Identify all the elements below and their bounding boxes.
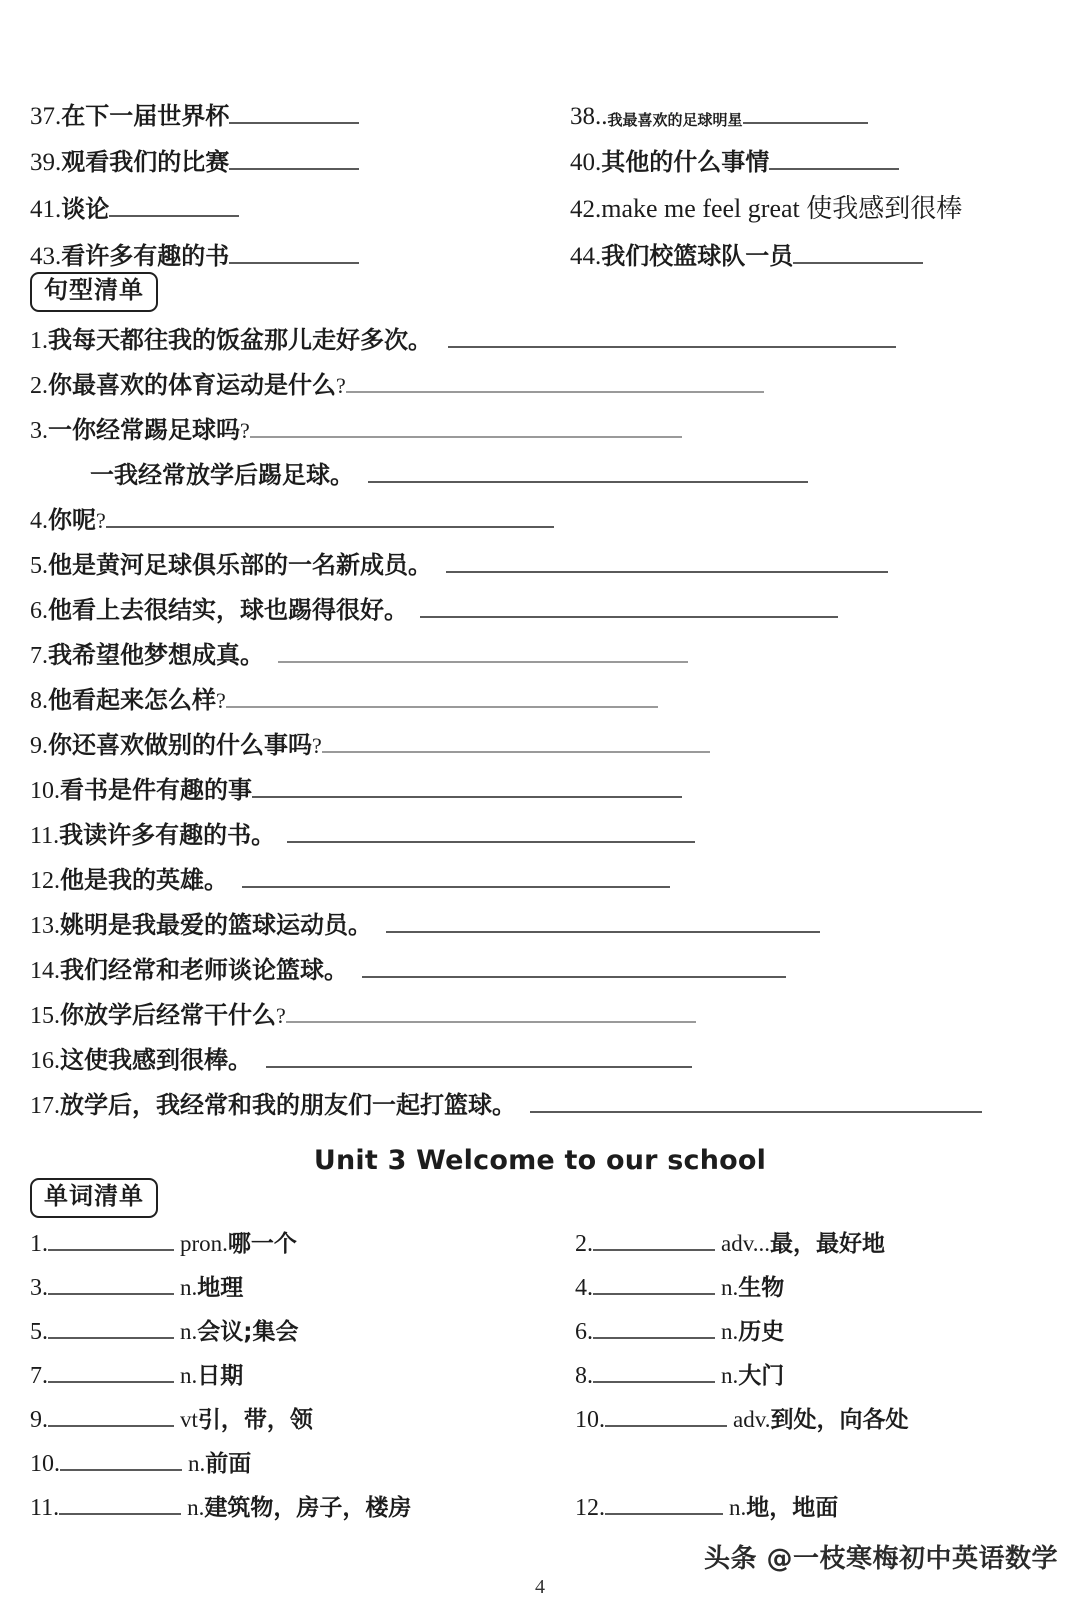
vocab-item bbox=[30, 1357, 575, 1390]
phrase-item bbox=[570, 103, 1050, 131]
vocab-definition: 到处，向各处 bbox=[770, 1407, 909, 1433]
phrase-text: 在下一届世界杯 bbox=[61, 102, 230, 130]
sentence-text: 这使我感到很棒。 bbox=[60, 1046, 252, 1074]
vocab-number: 7. bbox=[30, 1363, 48, 1389]
answer-blank[interactable] bbox=[593, 1337, 715, 1339]
phrase-row bbox=[30, 142, 1050, 177]
phrase-number: 44. bbox=[570, 243, 602, 270]
sentence-number: 14. bbox=[30, 958, 60, 984]
vocab-item bbox=[30, 1313, 575, 1346]
sentence-row bbox=[30, 860, 1060, 895]
phrase-number: 37. bbox=[30, 103, 62, 130]
sentence-text: 我读许多有趣的书。 bbox=[59, 821, 276, 849]
vocab-number: 2. bbox=[575, 1231, 593, 1257]
answer-blank[interactable] bbox=[743, 122, 868, 124]
phrase-text: 谈论 bbox=[61, 195, 110, 223]
vocab-item bbox=[575, 1313, 1050, 1346]
sentence-punctuation: ? bbox=[240, 418, 250, 443]
vocab-number: 1. bbox=[30, 1231, 48, 1257]
phrase-item bbox=[570, 142, 1050, 177]
sentence-punctuation: ? bbox=[216, 688, 226, 713]
sentence-number: 10. bbox=[30, 778, 60, 804]
phrase-item bbox=[30, 189, 570, 224]
phrase-number: 41. bbox=[30, 196, 62, 223]
vocab-part-of-speech: n. bbox=[721, 1363, 739, 1388]
sentence-number: 11. bbox=[30, 823, 60, 849]
sentence-text: 他是黄河足球俱乐部的一名新成员。 bbox=[48, 551, 432, 579]
vocab-number: 10. bbox=[575, 1407, 605, 1433]
sentence-text: 你还喜欢做别的什么事吗 bbox=[48, 731, 312, 759]
vocab-item bbox=[30, 1489, 575, 1522]
vocab-part-of-speech: n. bbox=[180, 1319, 198, 1344]
sentence-text: 放学后，我经常和我的朋友们一起打篮球。 bbox=[60, 1091, 516, 1119]
sentence-text: 你最喜欢的体育运动是什么 bbox=[48, 371, 336, 399]
answer-blank[interactable] bbox=[793, 262, 923, 264]
vocab-part-of-speech: n. bbox=[188, 1451, 206, 1476]
vocab-definition: 最，最好地 bbox=[769, 1231, 885, 1257]
answer-blank[interactable] bbox=[229, 262, 359, 264]
phrase-row bbox=[30, 236, 1050, 271]
answer-blank[interactable] bbox=[593, 1249, 715, 1251]
sentence-row bbox=[30, 635, 1060, 670]
sentence-text: 我每天都往我的饭盆那儿走好多次。 bbox=[48, 326, 432, 354]
sentence-row bbox=[30, 500, 1060, 535]
vocab-row bbox=[30, 1401, 1050, 1434]
answer-blank[interactable] bbox=[286, 1021, 696, 1023]
answer-blank[interactable] bbox=[226, 706, 658, 708]
phrase-item bbox=[570, 236, 1050, 271]
vocab-definition: 引，带，领 bbox=[197, 1407, 313, 1433]
sentence-text: 看书是件有趣的事 bbox=[60, 776, 252, 804]
phrase-text: make me feel great 使我感到很棒 bbox=[601, 194, 963, 223]
vocab-item bbox=[30, 1225, 575, 1258]
phrase-number: 39. bbox=[30, 149, 62, 176]
vocab-section-badge-label: 单词清单 bbox=[30, 1178, 158, 1218]
sentence-punctuation: ? bbox=[312, 733, 322, 758]
phrase-item bbox=[570, 188, 1050, 225]
sentence-number: 5. bbox=[30, 553, 48, 579]
sentence-section-badge-label: 句型清单 bbox=[30, 272, 158, 312]
sentence-row bbox=[30, 815, 1060, 850]
phrase-list bbox=[30, 96, 1050, 282]
sentence-number: 6. bbox=[30, 598, 48, 624]
sentence-row bbox=[30, 455, 1060, 490]
answer-blank[interactable] bbox=[48, 1381, 174, 1383]
answer-blank[interactable] bbox=[278, 661, 688, 663]
vocab-part-of-speech: n. bbox=[180, 1363, 198, 1388]
answer-blank[interactable] bbox=[530, 1111, 982, 1113]
sentence-text: 我们经常和老师谈论篮球。 bbox=[60, 956, 348, 984]
sentence-number: 15. bbox=[30, 1003, 60, 1029]
sentence-section-badge bbox=[30, 272, 158, 312]
sentence-number: 2. bbox=[30, 373, 48, 399]
phrase-text: 其他的什么事情 bbox=[601, 148, 770, 176]
sentence-row bbox=[30, 995, 1060, 1030]
vocab-definition: 前面 bbox=[205, 1451, 252, 1477]
sentence-row bbox=[30, 950, 1060, 985]
vocab-number: 6. bbox=[575, 1319, 593, 1345]
vocab-definition: 大门 bbox=[738, 1363, 785, 1389]
vocab-number: 8. bbox=[575, 1363, 593, 1389]
sentence-row bbox=[30, 365, 1060, 400]
vocab-item bbox=[575, 1269, 1050, 1302]
sentence-number: 12. bbox=[30, 868, 60, 894]
vocab-part-of-speech: n. bbox=[180, 1275, 198, 1300]
phrase-number: 38.. bbox=[570, 103, 608, 130]
sentence-text: 他是我的英雄。 bbox=[60, 866, 228, 894]
sentence-row bbox=[30, 545, 1060, 580]
answer-blank[interactable] bbox=[605, 1513, 723, 1515]
sentence-row bbox=[30, 905, 1060, 940]
sentence-punctuation: ? bbox=[96, 508, 106, 533]
vocab-section-badge bbox=[30, 1178, 158, 1218]
answer-blank[interactable] bbox=[362, 976, 786, 978]
answer-blank[interactable] bbox=[229, 122, 359, 124]
vocab-number: 11. bbox=[30, 1495, 60, 1521]
sentence-text: 他看起来怎么样 bbox=[48, 686, 216, 714]
phrase-item bbox=[30, 236, 570, 271]
answer-blank[interactable] bbox=[593, 1293, 715, 1295]
watermark: 头条 @一枝寒梅初中英语数学 bbox=[703, 1544, 1058, 1574]
answer-blank[interactable] bbox=[106, 526, 554, 528]
vocab-definition: 地理 bbox=[197, 1275, 244, 1301]
vocab-part-of-speech: n. bbox=[721, 1319, 739, 1344]
vocab-row bbox=[30, 1357, 1050, 1390]
phrase-text: 看许多有趣的书 bbox=[61, 242, 230, 270]
sentence-row bbox=[30, 1040, 1060, 1075]
vocab-definition: 建筑物，房子，楼房 bbox=[204, 1495, 412, 1521]
answer-blank[interactable] bbox=[266, 1066, 692, 1068]
answer-blank[interactable] bbox=[48, 1425, 174, 1427]
vocab-definition: 会议;集会 bbox=[197, 1319, 299, 1345]
answer-blank[interactable] bbox=[287, 841, 695, 843]
vocab-number: 9. bbox=[30, 1407, 48, 1433]
phrase-item bbox=[30, 142, 570, 177]
vocab-number: 3. bbox=[30, 1275, 48, 1301]
phrase-number: 43. bbox=[30, 243, 62, 270]
sentence-number: 17. bbox=[30, 1093, 60, 1119]
vocab-item bbox=[30, 1269, 575, 1302]
vocabulary-list bbox=[30, 1225, 1050, 1533]
answer-blank[interactable] bbox=[252, 796, 682, 798]
sentence-row bbox=[30, 770, 1060, 805]
sentence-row bbox=[30, 680, 1060, 715]
sentence-row bbox=[30, 320, 1060, 355]
sentence-number: 1. bbox=[30, 328, 48, 354]
sentence-list bbox=[30, 320, 1060, 1130]
vocab-part-of-speech: n. bbox=[721, 1275, 739, 1300]
sentence-row bbox=[30, 1085, 1060, 1120]
sentence-text: 他看上去很结实，球也踢得很好。 bbox=[48, 596, 408, 624]
sentence-text: 我希望他梦想成真。 bbox=[48, 641, 264, 669]
vocab-definition: 生物 bbox=[738, 1275, 785, 1301]
phrase-text: 我最喜欢的足球明星 bbox=[607, 111, 743, 129]
answer-blank[interactable] bbox=[59, 1513, 181, 1515]
vocab-number: 5. bbox=[30, 1319, 48, 1345]
vocab-definition: 历史 bbox=[738, 1319, 785, 1345]
sentence-row bbox=[30, 725, 1060, 760]
vocab-row bbox=[30, 1313, 1050, 1346]
vocab-part-of-speech: n. bbox=[187, 1495, 205, 1520]
sentence-number: 7. bbox=[30, 643, 48, 669]
phrase-item bbox=[30, 96, 570, 131]
answer-blank[interactable] bbox=[242, 886, 670, 888]
unit-heading: Unit 3 Welcome to our school bbox=[313, 1145, 767, 1176]
answer-blank[interactable] bbox=[769, 168, 899, 170]
phrase-row bbox=[30, 96, 1050, 131]
sentence-text: 一你经常踢足球吗 bbox=[48, 416, 240, 444]
phrase-text: 观看我们的比赛 bbox=[61, 148, 230, 176]
vocab-definition: 日期 bbox=[197, 1363, 244, 1389]
vocab-part-of-speech: adv... bbox=[721, 1231, 770, 1256]
vocab-item bbox=[575, 1489, 1050, 1522]
vocab-item bbox=[575, 1357, 1050, 1390]
answer-blank[interactable] bbox=[605, 1425, 727, 1427]
sentence-number: 4. bbox=[30, 508, 48, 534]
sentence-number: 13. bbox=[30, 913, 60, 939]
vocab-item bbox=[30, 1401, 575, 1434]
sentence-number: 9. bbox=[30, 733, 48, 759]
sentence-text: 姚明是我最爱的篮球运动员。 bbox=[60, 911, 372, 939]
phrase-number: 40. bbox=[570, 149, 602, 176]
sentence-punctuation: ? bbox=[276, 1003, 286, 1028]
answer-blank[interactable] bbox=[386, 931, 820, 933]
vocab-row bbox=[30, 1269, 1050, 1302]
sentence-number: 3. bbox=[30, 418, 48, 444]
answer-blank[interactable] bbox=[446, 571, 888, 573]
answer-blank[interactable] bbox=[109, 215, 239, 217]
answer-blank[interactable] bbox=[420, 616, 838, 618]
sentence-row bbox=[30, 410, 1060, 445]
phrase-row bbox=[30, 188, 1050, 225]
phrase-text: 我们校篮球队一员 bbox=[601, 242, 794, 270]
answer-blank[interactable] bbox=[448, 346, 896, 348]
vocab-item bbox=[30, 1445, 575, 1478]
answer-blank[interactable] bbox=[48, 1293, 174, 1295]
answer-blank[interactable] bbox=[229, 168, 359, 170]
vocab-item bbox=[575, 1401, 1050, 1434]
vocab-row bbox=[30, 1445, 1050, 1478]
vocab-part-of-speech: vt bbox=[180, 1407, 198, 1432]
vocab-row bbox=[30, 1225, 1050, 1258]
sentence-number: 8. bbox=[30, 688, 48, 714]
answer-blank[interactable] bbox=[346, 391, 764, 393]
answer-blank[interactable] bbox=[60, 1469, 182, 1471]
sentence-row bbox=[30, 590, 1060, 625]
vocab-part-of-speech: pron. bbox=[180, 1231, 228, 1256]
phrase-number: 42. bbox=[570, 196, 602, 223]
sentence-text: 一我经常放学后踢足球。 bbox=[90, 461, 354, 489]
vocab-item bbox=[575, 1225, 1050, 1258]
vocab-part-of-speech: adv. bbox=[733, 1407, 771, 1432]
vocab-part-of-speech: n. bbox=[729, 1495, 747, 1520]
vocab-number: 4. bbox=[575, 1275, 593, 1301]
answer-blank[interactable] bbox=[593, 1381, 715, 1383]
sentence-punctuation: ? bbox=[336, 373, 346, 398]
vocab-definition: 哪一个 bbox=[227, 1231, 297, 1257]
vocab-number: 10. bbox=[30, 1451, 60, 1477]
answer-blank[interactable] bbox=[48, 1249, 174, 1251]
vocab-definition: 地，地面 bbox=[746, 1495, 839, 1521]
sentence-text: 你呢 bbox=[48, 506, 96, 534]
sentence-number: 16. bbox=[30, 1048, 60, 1074]
sentence-text: 你放学后经常干什么 bbox=[60, 1001, 276, 1029]
vocab-row bbox=[30, 1489, 1050, 1522]
answer-blank[interactable] bbox=[250, 436, 682, 438]
answer-blank[interactable] bbox=[368, 481, 808, 483]
page-number: 4 bbox=[535, 1576, 545, 1598]
answer-blank[interactable] bbox=[322, 751, 710, 753]
answer-blank[interactable] bbox=[48, 1337, 174, 1339]
vocab-number: 12. bbox=[575, 1495, 605, 1521]
